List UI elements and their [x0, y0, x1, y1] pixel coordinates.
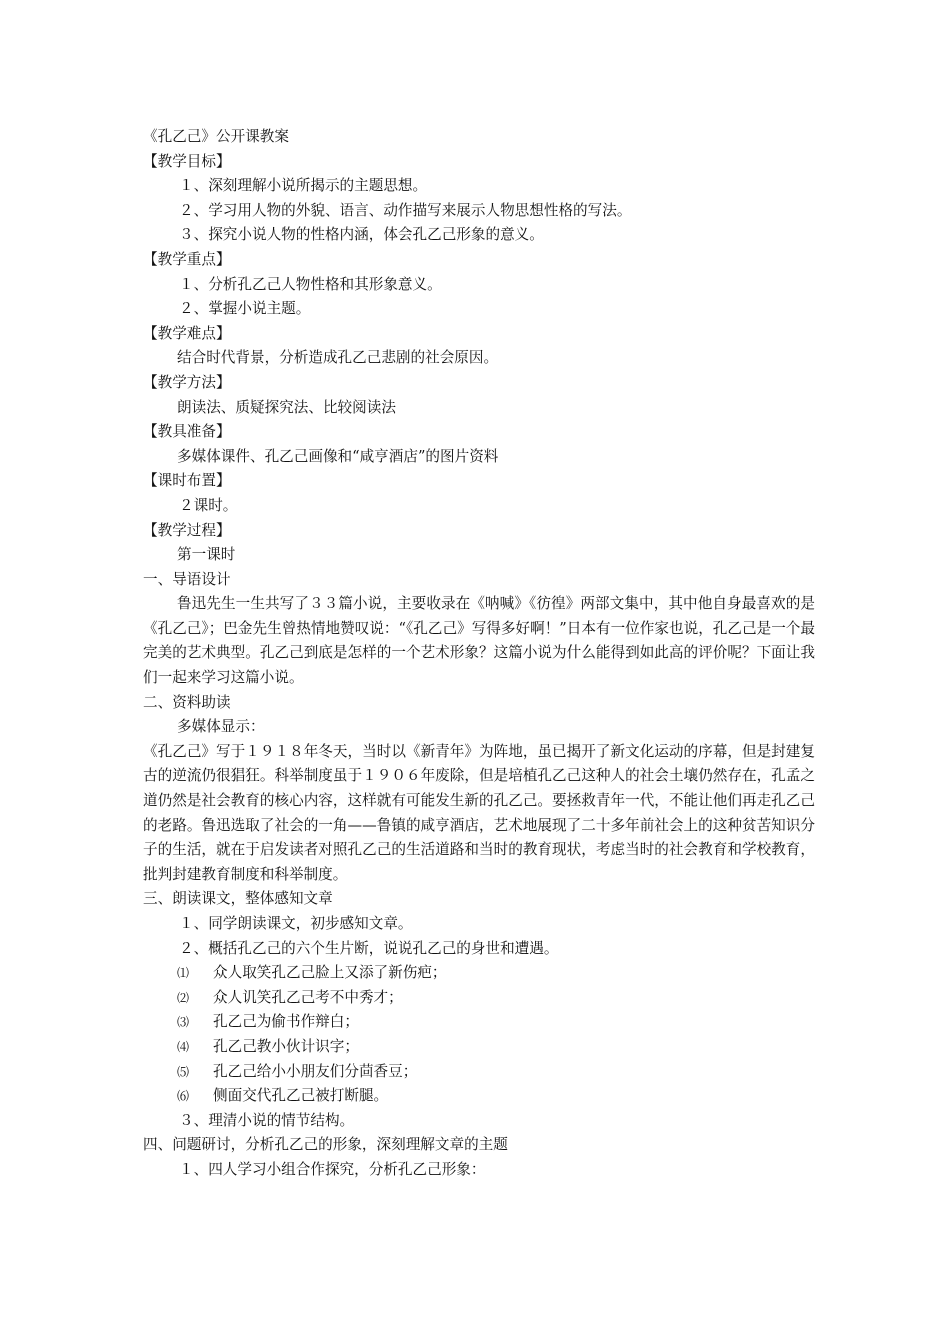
fragment-item — [143, 1035, 815, 1060]
method-text: 朗读法、质疑探究法、比较阅读法 — [177, 398, 396, 416]
subsection-heading-reading: 三、朗读课文，整体感知文章 — [143, 890, 333, 908]
fragment-item — [143, 1084, 815, 1109]
fragment-number: ⑵ — [177, 990, 190, 1005]
goal-item: ２、学习用人物的外貌、语言、动作描写来展示人物思想性格的写法。 — [179, 201, 632, 219]
background-paragraph: 《孔乙己》写于１９１８年冬天，当时以《新青年》为阵地，虽已揭开了新文化运动的序幕，但是封建复古的逆流仍很猖狂。科举制度虽于１９０６年废除，但是培植孔乙己这种人的社会土壤仍然存在，孔孟之道仍然是社会教育的核心内容，这样就有可能发生新的孔乙己。要拯救青年一代，不能让他们再走孔乙己的老路。鲁迅选取了社会的一角——鲁镇的咸亨酒店，艺术地展现了二十多年前社会上的这种贫苦知识分子的生活，就在于启发读者对照孔乙己的生活道路和当时的教育现状，考虑当时的社会教育和学校教育，批判封建教育制度和科举制度。 — [143, 742, 815, 883]
goal-item: ３、探究小说人物的性格内涵，体会孔乙己形象的意义。 — [179, 226, 544, 244]
section-heading-process: 【教学过程】 — [143, 521, 231, 539]
fragment-text: 众人讥笑孔乙己考不中秀才； — [213, 988, 403, 1006]
fragment-text: 孔乙己教小伙计识字； — [213, 1037, 359, 1055]
fragment-number: ⑸ — [177, 1064, 190, 1079]
fragment-number: ⑷ — [177, 1039, 190, 1054]
intro-paragraph: 鲁迅先生一生共写了３３篇小说，主要收录在《呐喊》《彷徨》两部文集中，其中他自身最喜欢的是《孔乙己》；巴金先生曾热情地赞叹说：“《孔乙己》写得多好啊！”日本有一位作家也说，孔乙己是一个最完美的艺术典型。孔乙己到底是怎样的一个艺术形象？这篇小说为什么能得到如此高的评价呢？下面让我们一起来学习这篇小说。 — [143, 595, 815, 687]
section-heading-method: 【教学方法】 — [143, 373, 231, 391]
keypoint-item: １、分析孔乙己人物性格和其形象意义。 — [179, 275, 442, 293]
subsection-heading-intro: 一、导语设计 — [143, 570, 231, 588]
fragment-item — [143, 1010, 815, 1035]
discussion-item: １、四人学习小组合作探究，分析孔乙己形象： — [179, 1160, 486, 1178]
subsection-heading-reading-aid: 二、资料助读 — [143, 693, 231, 711]
subsection-heading-discussion: 四、问题研讨，分析孔乙己的形象，深刻理解文章的主题 — [143, 1136, 508, 1154]
fragment-item — [143, 986, 815, 1011]
fragment-number: ⑹ — [177, 1089, 190, 1104]
fragment-item — [143, 1060, 815, 1085]
goal-item: １、深刻理解小说所揭示的主题思想。 — [179, 177, 428, 195]
section-heading-schedule: 【课时布置】 — [143, 472, 231, 490]
keypoint-item: ２、掌握小说主题。 — [179, 300, 311, 318]
multimedia-label: 多媒体显示： — [177, 718, 265, 736]
section-heading-tools: 【教具准备】 — [143, 423, 231, 441]
tools-text: 多媒体课件、孔乙己画像和“咸亨酒店”的图片资料 — [177, 447, 499, 465]
fragment-text: 侧面交代孔乙己被打断腿。 — [213, 1087, 389, 1105]
section-heading-keypoints: 【教学重点】 — [143, 250, 231, 268]
section-heading-difficulty: 【教学难点】 — [143, 324, 231, 342]
document-title: 《孔乙己》公开课教案 — [143, 128, 289, 145]
fragment-item — [143, 961, 815, 986]
lesson-label: 第一课时 — [177, 546, 236, 564]
reading-item: ２、概括孔乙己的六个生片断，说说孔乙己的身世和遭遇。 — [179, 939, 559, 957]
fragment-text: 众人取笑孔乙己脸上又添了新伤疤； — [213, 964, 447, 982]
reading-item: １、同学朗读课文，初步感知文章。 — [179, 915, 413, 932]
fragment-number: ⑴ — [177, 966, 190, 981]
fragment-number: ⑶ — [177, 1015, 190, 1030]
fragment-text: 孔乙己为偷书作辩白； — [213, 1013, 359, 1031]
fragment-text: 孔乙己给小小朋友们分茴香豆； — [213, 1062, 418, 1080]
schedule-text: ２课时。 — [179, 496, 238, 514]
reading-item: ３、理清小说的情节结构。 — [179, 1111, 355, 1129]
difficulty-text: 结合时代背景，分析造成孔乙己悲剧的社会原因。 — [177, 349, 499, 367]
document-page — [143, 125, 815, 1183]
section-heading-goals: 【教学目标】 — [143, 152, 231, 170]
